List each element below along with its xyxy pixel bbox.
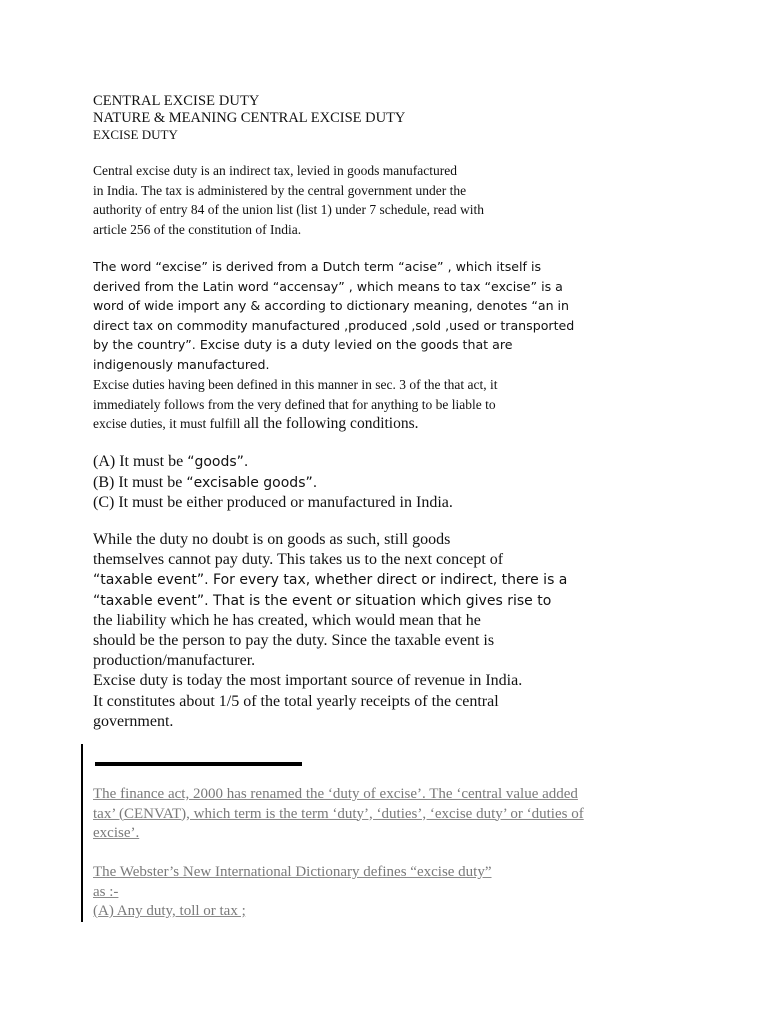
paragraph-conditions-intro [93, 375, 498, 434]
paragraph-line: in India. The tax is administered by the central government under the [93, 182, 467, 198]
paragraph-line: authority of entry 84 of the union list (list 1) under 7 schedule, read with [93, 202, 485, 217]
paragraph-line: by the country”. Excise duty is a duty levied on the goods that are [93, 337, 513, 352]
condition-text: “goods”. [187, 454, 249, 470]
footnote-separator [95, 762, 302, 766]
footnote-line: tax’ (CENVAT), which term is the term ‘duty’, ‘duties’, ‘excise duty’ or ‘duties of [93, 805, 584, 822]
paragraph-line: Central excise duty is an indirect tax, levied in goods manufactured [93, 163, 458, 178]
paragraph-line: article 256 of the constitution of India. [93, 221, 302, 237]
footnote-webster [93, 863, 492, 922]
paragraph-line: word of wide import any & according to dictionary meaning, denotes “an in [93, 298, 570, 313]
paragraph-line: The word “excise” is derived from a Dutch term “acise” , which itself is [93, 259, 542, 274]
paragraph-line: While the duty no doubt is on goods as such, still goods [93, 531, 451, 548]
footnote-cenvat [93, 785, 584, 844]
paragraph-line: Excise duties having been defined in this manner in sec. 3 of the that act, it [93, 377, 498, 392]
paragraph-line: Excise duty is today the most important source of revenue in India. [93, 672, 523, 690]
revision-bar [81, 744, 83, 922]
paragraph-line: themselves cannot pay duty. This takes us to the next concept of [93, 551, 504, 569]
paragraph-line: government. [93, 712, 174, 730]
footnote-line: (A) Any duty, toll or tax ; [93, 903, 246, 919]
condition-label: (B) It must be [93, 473, 187, 491]
paragraph-etymology [93, 257, 574, 374]
document-subtitle: NATURE & MEANING CENTRAL EXCISE DUTY [93, 110, 406, 126]
footnote-line: as :- [93, 883, 119, 900]
paragraph-line: indigenously manufactured. [93, 356, 270, 372]
heading-block [93, 93, 405, 143]
condition-label: (A) It must be [93, 453, 188, 470]
section-heading: EXCISE DUTY [93, 127, 178, 142]
document-title: CENTRAL EXCISE DUTY [93, 93, 260, 109]
paragraph-line: It constitutes about 1/5 of the total yearly receipts of the central [93, 692, 499, 710]
footnote-line: The Webster’s New International Dictionary defines “excise duty” [93, 864, 492, 880]
paragraph-line: the liability which he has created, which would mean that he [93, 611, 481, 629]
paragraph-line: “taxable event”. For every tax, whether direct or indirect, there is a [93, 572, 568, 589]
condition-item [93, 452, 453, 473]
footnote-line: The finance act, 2000 has renamed the ‘duty of excise’. The ‘central value added [93, 786, 578, 802]
paragraph-line: should be the person to pay the duty. Since the taxable event is [93, 632, 495, 650]
paragraph-line: derived from the Latin word “accensay” , which means to tax “excise” is a [93, 278, 563, 294]
paragraph-definition [93, 161, 484, 239]
condition-text: “excisable goods”. [186, 474, 318, 491]
paragraph-text: excise duties, it must fulfill [93, 416, 244, 431]
condition-item: (C) It must be either produced or manufactured in India. [93, 494, 453, 511]
paragraph-line: production/manufacturer. [93, 652, 256, 670]
paragraph-taxable-event [93, 530, 567, 732]
conditions-list [93, 452, 453, 513]
condition-item [93, 473, 453, 494]
paragraph-line: direct tax on commodity manufactured ,produced ,sold ,used or transported [93, 317, 575, 333]
paragraph-line: immediately follows from the very defined that for anything to be liable to [93, 396, 496, 412]
paragraph-line [93, 414, 498, 434]
footnote-line: excise’. [93, 825, 140, 841]
paragraph-line: “taxable event”. That is the event or situation which gives rise to [93, 592, 552, 609]
paragraph-text: all the following conditions. [243, 415, 419, 432]
